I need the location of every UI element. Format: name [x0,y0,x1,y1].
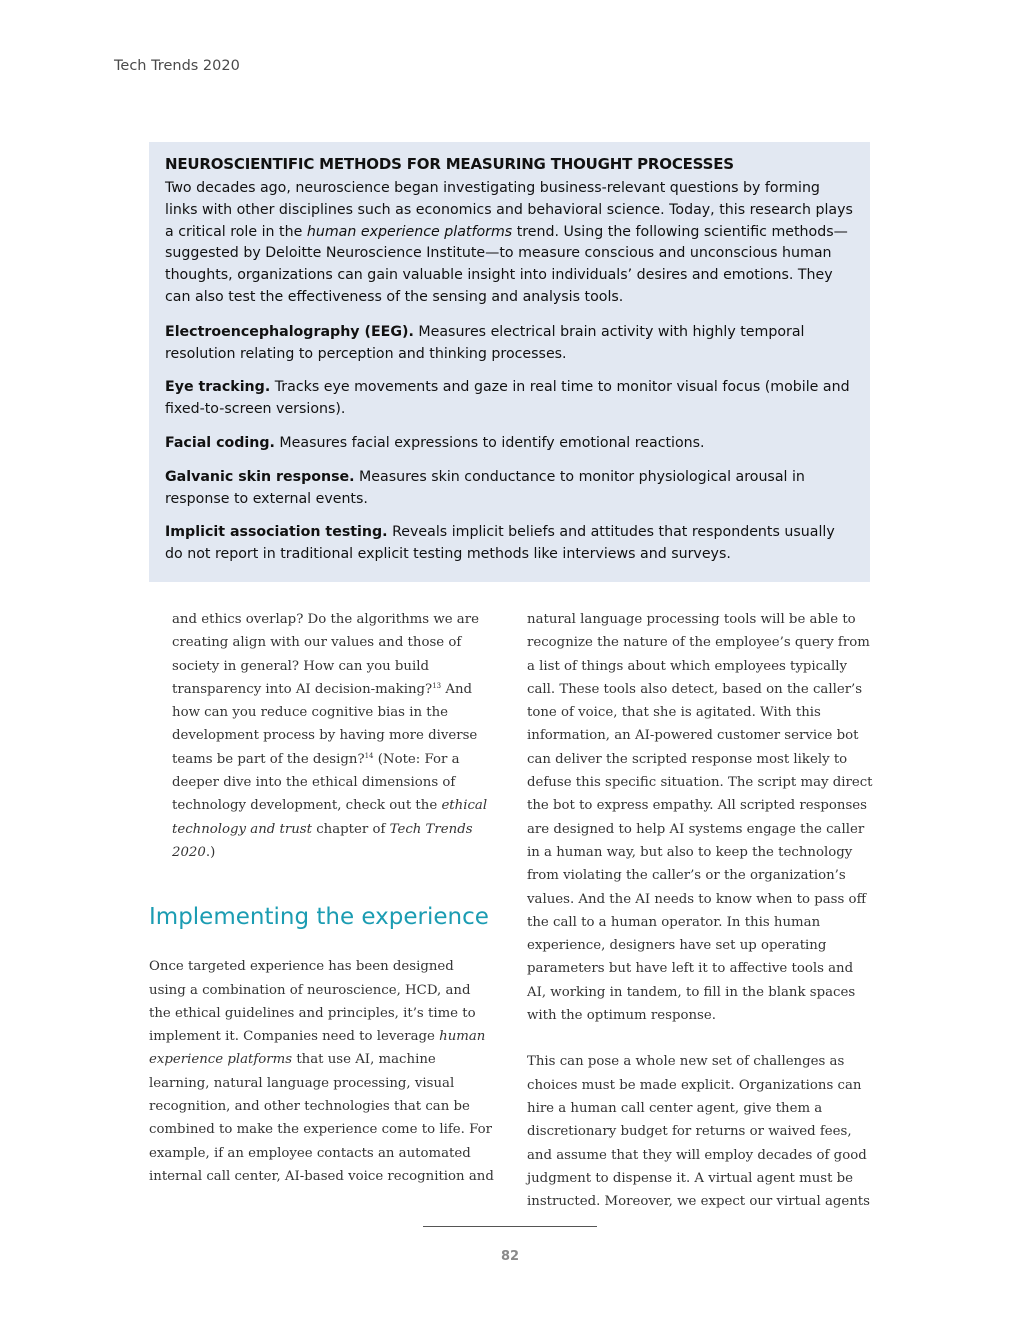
method-item [165,433,854,455]
method-description: Measures facial expressions to identify emotional reactions. [274,434,705,451]
footnote-ref[interactable]: 14 [364,751,374,760]
body-paragraph: natural language processing tools will be able to recognize the nature of the employee’s query from a list of things about which employees typically call. These tools also detect, based on the caller’s tone of voice, that she is agitated. With this information, an AI-powered customer service bot can deliver the scripted response most likely to defuse this specific situation. The script may direct the bot to express empathy. All scripted responses are designed to help AI systems engage the caller in a human way, but also to keep the technology from violating the caller’s or the organization’s values. And the AI needs to know when to pass off the call to a human operator. In this human experience, designers have set up operating parameters but have left it to affective tools and AI, working in tandem, to fill in the blank spaces with the optimum response. [527,612,873,1024]
method-item [165,467,854,511]
method-term: Facial coding. [165,434,275,451]
running-header: Tech Trends 2020 [114,58,240,74]
section-heading: Implementing the experience [149,904,489,931]
footer-rule [423,1226,597,1227]
sidebar-intro: Two decades ago, neuroscience began investigating business-relevant questions by forming links with other disciplines such as economics and behavioral science. Today, this research plays a critical role in the human experience platforms trend. Using the following scientific methods—suggested by Deloitte Neuroscience Institute—to measure conscious and unconscious human thoughts, organizations can gain valuable insight into individuals’ desires and emotions. They can also test the effectiveness of the sensing and analysis tools. [165,180,853,305]
method-term: Electroencephalography (EEG). [165,323,414,340]
method-term: Implicit association testing. [165,524,388,541]
method-item [165,522,854,566]
method-term: Eye tracking. [165,379,271,396]
emphasis: Tech Trends 2020 [172,821,473,860]
sidebar-box [149,142,870,582]
body-paragraph: This can pose a whole new set of challenges as choices must be made explicit. Organizations can hire a human call center agent, give them a discretionary budget for returns or waived fees, and assume that they will employ decades of good judgment to dispense it. A virtual agent must be instructed. Moreover, we expect our virtual agents [527,1054,870,1210]
page-number: 82 [500,1249,520,1264]
method-item [165,322,854,366]
continued-paragraph: and ethics overlap? Do the algorithms we are creating align with our values and those of society in general? How can you build transparency into AI decision-making?$^{13}$ And how can you reduce cognitive bias in the development process by having more diverse teams be part of the design?$^{14}$ (Note: For a deeper dive into the ethical dimensions of technology development, check out the ethical technology and trust chapter of Tech Trends 2020.) [172,612,488,860]
emphasis: human experience platforms [306,223,513,240]
method-description: Reveals implicit beliefs and attitudes that respondents usually do not report in traditional explicit testing methods like interviews and surveys. [165,524,835,563]
method-item [165,377,854,421]
body-paragraph: Once targeted experience has been designed using a combination of neuroscience, HCD, and the ethical guidelines and principles, it’s time to implement it. Companies need to leverage human experience platforms that use AI, machine learning, natural language processing, visual recognition, and other technologies that can be combined to make the experience come to life. For example, if an employee contacts an automated internal call center, AI-based voice recognition and [149,959,494,1184]
emphasis: ethical technology and trust [172,798,488,837]
footnote-ref[interactable]: 13 [432,681,442,690]
left-column [149,608,494,1188]
emphasis: human experience platforms [149,1029,486,1068]
method-description: Measures electrical brain activity with highly temporal resolution relating to perception and thinking processes. [165,323,805,362]
method-description: Tracks eye movements and gaze in real time to monitor visual focus (mobile and fixed-to-screen versions). [165,379,850,418]
method-term: Galvanic skin response. [165,468,355,485]
sidebar-title: NEUROSCIENTIFIC METHODS FOR MEASURING THOUGHT PROCESSES [165,155,734,173]
paragraph-gap [527,1027,873,1050]
method-description: Measures skin conductance to monitor physiological arousal in response to external events. [165,468,805,507]
right-column [527,608,873,1213]
